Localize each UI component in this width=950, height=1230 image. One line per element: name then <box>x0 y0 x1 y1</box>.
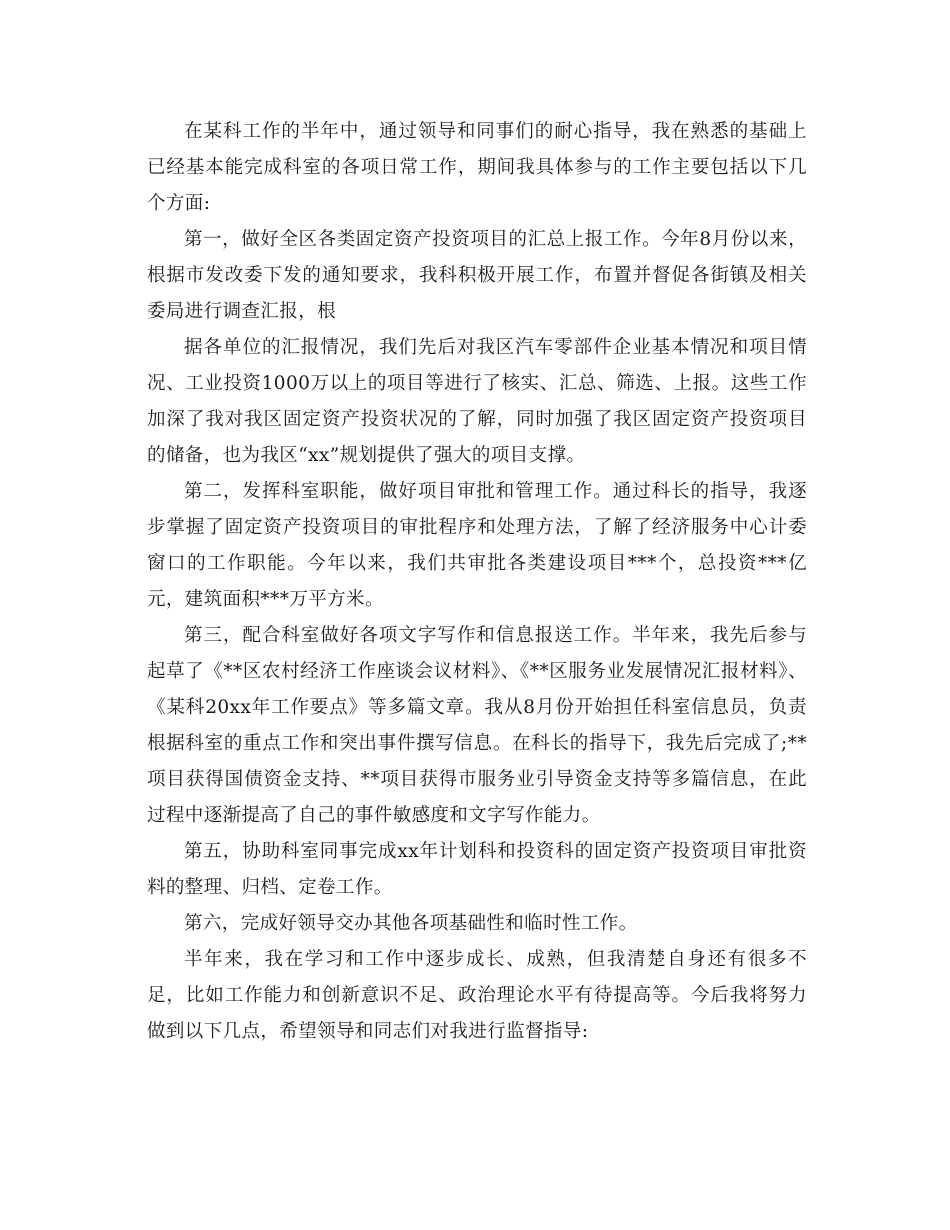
paragraph-second-item: 第二，发挥科室职能，做好项目审批和管理工作。通过科长的指导，我逐步掌握了固定资产投资项目的审批程序和处理方法，了解了经济服务中心计委窗口的工作职能。今年以来，我们共审批各类建设项目***个，总投资***亿元，建筑面积***万平方米。 <box>147 481 807 610</box>
paragraph-first-item-continued: 据各单位的汇报情况，我们先后对我区汽车零部件企业基本情况和项目情况、工业投资1000万以上的项目等进行了核实、汇总、筛选、上报。这些工作加深了我对我区固定资产投资状况的了解，同时加强了我区固定资产投资项目的储备，也为我区“xx”规划提供了强大的项目支撑。 <box>147 337 807 466</box>
paragraph-sixth-item: 第六，完成好领导交办其他各项基础性和临时性工作。 <box>184 913 638 934</box>
paragraph-third-item: 第三，配合科室做好各项文字写作和信息报送工作。半年来，我先后参与起草了《**区农村经济工作座谈会议材料》、《**区服务业发展情况汇报材料》、《某科20xx年工作要点》等多篇文章。我从8月份开始担任科室信息员，负责根据科室的重点工作和突出事件撰写信息。在科长的指导下，我先后完成了;**项目获得国债资金支持、**项目获得市服务业引导资金支持等多篇信息，在此过程中逐渐提高了自己的事件敏感度和文字写作能力。 <box>147 625 807 826</box>
paragraph-fifth-item: 第五，协助科室同事完成xx年计划科和投资科的固定资产投资项目审批资料的整理、归档、定卷工作。 <box>147 841 807 898</box>
paragraph-summary: 半年来，我在学习和工作中逐步成长、成熟，但我清楚自身还有很多不足，比如工作能力和创新意识不足、政治理论水平有待提高等。今后我将努力做到以下几点，希望领导和同志们对我进行监督指导: <box>147 949 807 1042</box>
paragraph-intro: 在某科工作的半年中，通过领导和同事们的耐心指导，我在熟悉的基础上已经基本能完成科室的各项日常工作，期间我具体参与的工作主要包括以下几个方面: <box>147 121 807 214</box>
document-body <box>147 114 807 1050</box>
paragraph-first-item: 第一，做好全区各类固定资产投资项目的汇总上报工作。今年8月份以来，根据市发改委下发的通知要求，我科积极开展工作，布置并督促各街镇及相关委局进行调查汇报，根 <box>147 229 807 322</box>
